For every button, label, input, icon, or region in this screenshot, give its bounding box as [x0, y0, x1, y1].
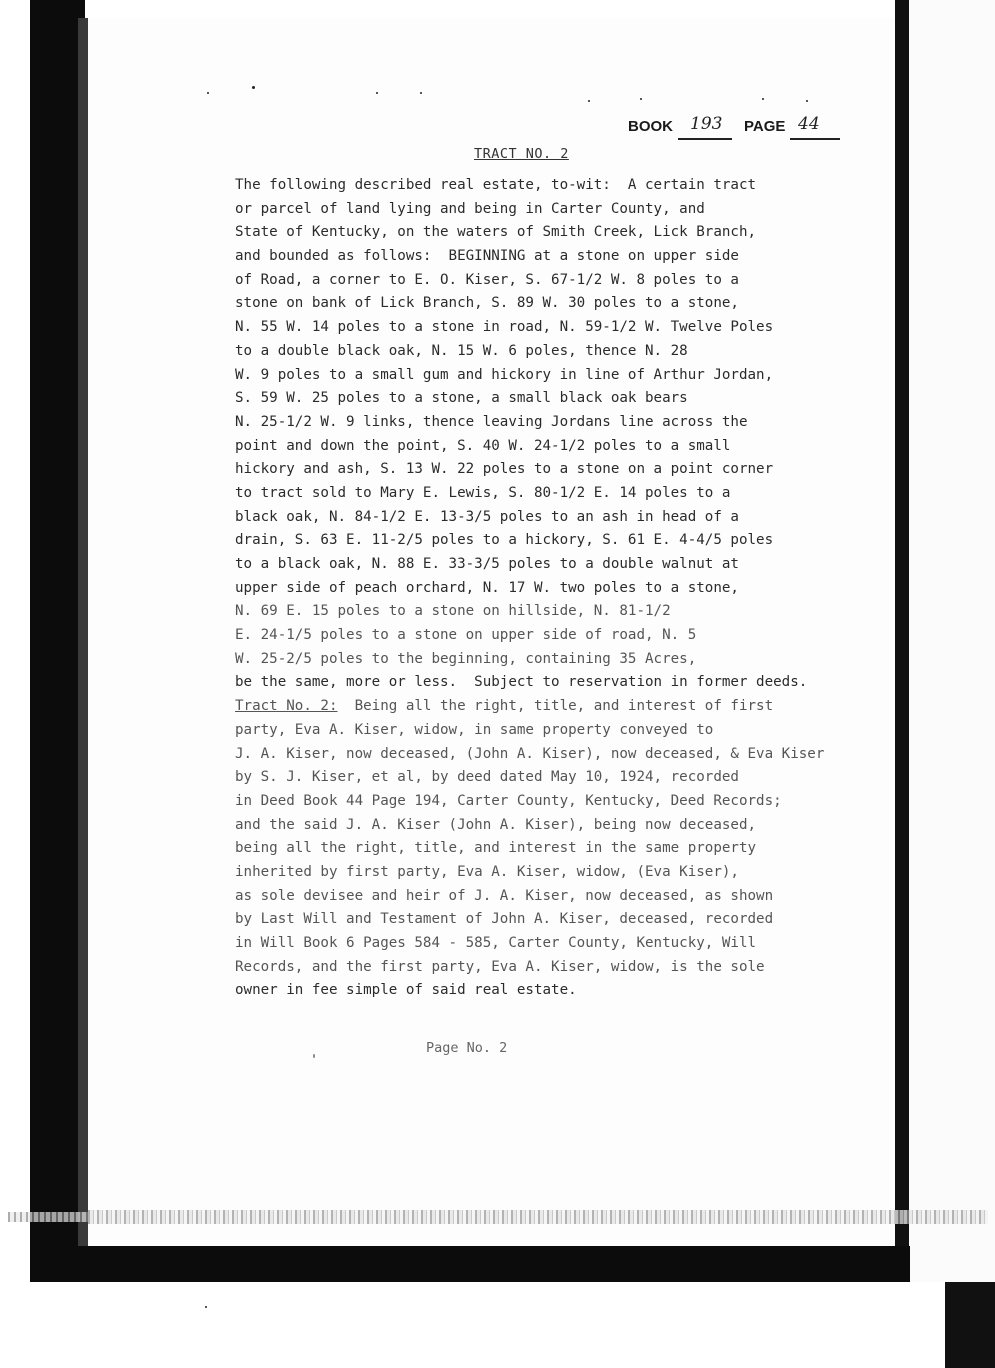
tract-two-text: Being all the right, title, and interest of first	[337, 698, 774, 715]
scan-noise-band-left	[8, 1212, 88, 1222]
speck	[252, 86, 255, 89]
text-line: J. A. Kiser, now deceased, (John A. Kiser), now deceased, & Eva Kiser	[235, 745, 825, 762]
text-line: N. 55 W. 14 poles to a stone in road, N. 59-1/2 W. Twelve Poles	[235, 319, 774, 336]
text-line: in Deed Book 44 Page 194, Carter County, Kentucky, Deed Records;	[235, 792, 782, 809]
adjacent-page-strip	[909, 0, 995, 1282]
text-line: as sole devisee and heir of J. A. Kiser, now deceased, as shown	[235, 887, 774, 904]
text-line: E. 24-1/5 poles to a stone on upper side of road, N. 5	[235, 627, 697, 644]
page-number-underline	[790, 138, 840, 140]
page-label: PAGE	[744, 118, 786, 135]
copier-border-right	[895, 0, 909, 1282]
text-line: N. 25-1/2 W. 9 links, thence leaving Jordans line across the	[235, 413, 748, 430]
speck	[762, 98, 764, 100]
text-line: in Will Book 6 Pages 584 - 585, Carter County, Kentucky, Will	[235, 935, 757, 951]
text-line: N. 69 E. 15 poles to a stone on hillside, N. 81-1/2	[235, 603, 671, 620]
text-line: owner in fee simple of said real estate.	[235, 982, 577, 999]
page-number: 44	[798, 114, 820, 134]
text-line: and the said J. A. Kiser (John A. Kiser), being now deceased,	[235, 816, 757, 833]
text-line: inherited by first party, Eva A. Kiser, widow, (Eva Kiser),	[235, 863, 739, 880]
text-line: W. 9 poles to a small gum and hickory in line of Arthur Jordan,	[235, 366, 774, 383]
text-line: of Road, a corner to E. O. Kiser, S. 67-1/2 W. 8 poles to a	[235, 271, 739, 288]
text-line: The following described real estate, to-wit: A certain tract	[235, 177, 757, 193]
text-line: point and down the point, S. 40 W. 24-1/2 poles to a small	[235, 437, 731, 454]
text-line: State of Kentucky, on the waters of Smith Creek, Lick Branch,	[235, 224, 757, 241]
speck	[207, 92, 209, 94]
text-line: W. 25-2/5 poles to the beginning, containing 35 Acres,	[235, 650, 697, 667]
deed-description	[235, 174, 895, 1003]
text-line: Records, and the first party, Eva A. Kiser, widow, is the sole	[235, 958, 765, 975]
text-line: to a double black oak, N. 15 W. 6 poles, thence N. 28	[235, 342, 688, 359]
text-line: or parcel of land lying and being in Carter County, and	[235, 200, 705, 217]
scan-noise-band	[88, 1210, 988, 1224]
text-line: party, Eva A. Kiser, widow, in same property conveyed to	[235, 721, 714, 738]
book-number-underline	[678, 138, 732, 140]
copier-shadow	[78, 18, 88, 1260]
text-line: stone on bank of Lick Branch, S. 89 W. 30 poles to a stone,	[235, 295, 739, 312]
text-line: drain, S. 63 E. 11-2/5 poles to a hickory, S. 61 E. 4-4/5 poles	[235, 532, 774, 549]
text-line: S. 59 W. 25 poles to a stone, a small black oak bears	[235, 390, 688, 407]
copier-border-left	[30, 0, 78, 1282]
text-line: by S. J. Kiser, et al, by deed dated May 10, 1924, recorded	[235, 769, 739, 786]
text-line: and bounded as follows: BEGINNING at a stone on upper side	[235, 248, 739, 265]
copier-border-top	[30, 0, 85, 18]
text-line: black oak, N. 84-1/2 E. 13-3/5 poles to an ash in head of a	[235, 508, 739, 525]
book-number: 193	[690, 114, 723, 134]
book-page-reference	[628, 114, 848, 144]
copier-corner-block	[945, 1282, 995, 1368]
speck	[640, 98, 642, 100]
text-line: hickory and ash, S. 13 W. 22 poles to a stone on a point corner	[235, 461, 774, 478]
speck	[313, 1054, 315, 1058]
book-label: BOOK	[628, 118, 673, 135]
text-line: to tract sold to Mary E. Lewis, S. 80-1/2 E. 14 poles to a	[235, 484, 731, 501]
text-line: upper side of peach orchard, N. 17 W. two poles to a stone,	[235, 579, 739, 596]
tract-two-heading: Tract No. 2:	[235, 698, 338, 715]
document-title: TRACT NO. 2	[474, 146, 569, 162]
page-footer: Page No. 2	[426, 1040, 508, 1056]
speck	[205, 1306, 207, 1308]
speck	[420, 92, 422, 94]
text-line: being all the right, title, and interest in the same property	[235, 840, 757, 857]
text-line: by Last Will and Testament of John A. Kiser, deceased, recorded	[235, 911, 774, 928]
speck	[806, 100, 808, 102]
tract-two-line	[235, 695, 895, 719]
text-line: to a black oak, N. 88 E. 33-3/5 poles to a double walnut at	[235, 556, 739, 572]
copier-border-bottom	[30, 1246, 910, 1282]
speck	[376, 92, 378, 94]
text-line: be the same, more or less. Subject to reservation in former deeds.	[235, 674, 808, 691]
speck	[588, 100, 590, 102]
